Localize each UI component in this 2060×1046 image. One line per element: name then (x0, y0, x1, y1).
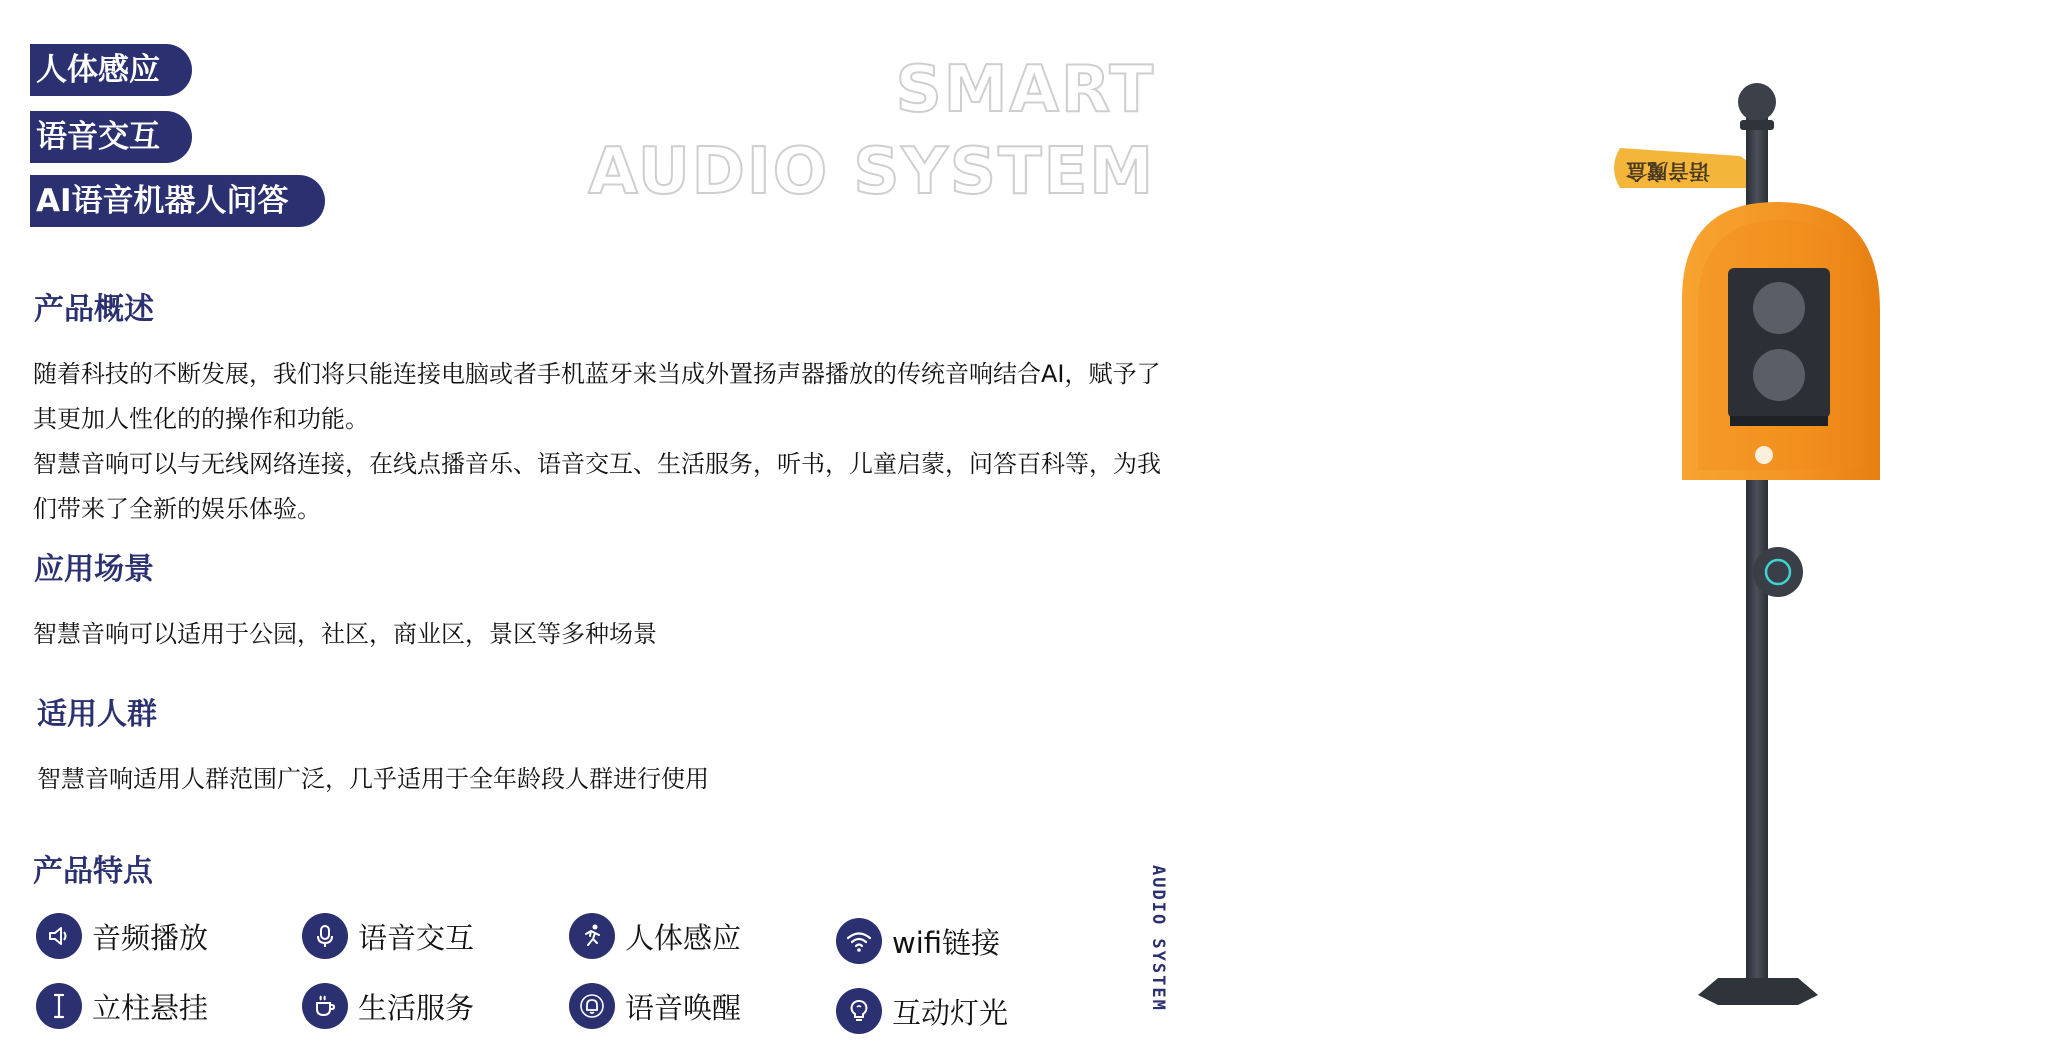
pole-base (1698, 978, 1818, 1005)
feature-label: 立柱悬挂 (92, 990, 209, 1025)
coffee-cup-icon (302, 983, 348, 1029)
feature-label: 生活服务 (358, 990, 475, 1025)
feature-wifi (836, 918, 1000, 964)
bell-icon (569, 983, 615, 1029)
feature-audio-playback (36, 913, 208, 959)
tag-body-sensing: 人体感应 (30, 44, 192, 96)
feature-label: 互动灯光 (892, 995, 1009, 1030)
side-label-audio-system: AUDIO SYSTEM (1148, 865, 1168, 1012)
feature-pole-mount (36, 983, 208, 1029)
feature-life-services (302, 983, 474, 1029)
pole-cap (1738, 83, 1776, 121)
feature-interactive-lights (836, 988, 1008, 1034)
feature-label: 人体感应 (625, 920, 742, 955)
audience-text: 智慧音响适用人群范围广泛，几乎适用于全年龄段人群进行使用 (37, 765, 709, 793)
feature-label: wifi链接 (892, 925, 1001, 960)
feature-voice-interaction (302, 913, 474, 959)
microphone-badge-icon (1755, 446, 1773, 464)
feature-voice-wakeup (569, 983, 741, 1029)
feature-label: 语音交互 (358, 920, 475, 955)
section-heading-overview: 产品概述 (34, 292, 154, 327)
hero-title-audio-system: AUDIO SYSTEM (588, 135, 1155, 209)
speaker-icon (36, 913, 82, 959)
sign-text: 语音魔盒 (1626, 159, 1710, 183)
lightbulb-icon (836, 988, 882, 1034)
street-sign (1614, 148, 1746, 188)
hero-title-smart: SMART (895, 53, 1155, 127)
overview-paragraph: 随着科技的不断发展，我们将只能连接电脑或者手机蓝牙来当成外置扬声器播放的传统音响结合AI，赋予了其更加人性化的的操作和功能。 (33, 360, 1161, 433)
pole-icon (36, 983, 82, 1029)
scenarios-text: 智慧音响可以适用于公园，社区，商业区，景区等多种场景 (33, 620, 657, 648)
section-heading-features: 产品特点 (33, 854, 153, 889)
overview-text (33, 352, 1183, 532)
motion-sensor (1753, 547, 1803, 597)
tag-ai-robot-qa: AI语音机器人问答 (30, 175, 325, 227)
section-heading-scenarios: 应用场景 (34, 552, 154, 587)
feature-body-sensing (569, 913, 741, 959)
feature-label: 音频播放 (92, 920, 209, 955)
running-person-icon (569, 913, 615, 959)
feature-label: 语音唤醒 (625, 990, 742, 1025)
wifi-icon (836, 918, 882, 964)
microphone-icon (302, 913, 348, 959)
overview-paragraph: 智慧音响可以与无线网络连接，在线点播音乐、语音交互、生活服务，听书，儿童启蒙，问答百科等，为我们带来了全新的娱乐体验。 (33, 450, 1161, 523)
section-heading-audience: 适用人群 (37, 697, 157, 732)
smart-speaker-product-image (1580, 80, 1920, 1030)
tag-voice-interaction: 语音交互 (30, 111, 192, 163)
